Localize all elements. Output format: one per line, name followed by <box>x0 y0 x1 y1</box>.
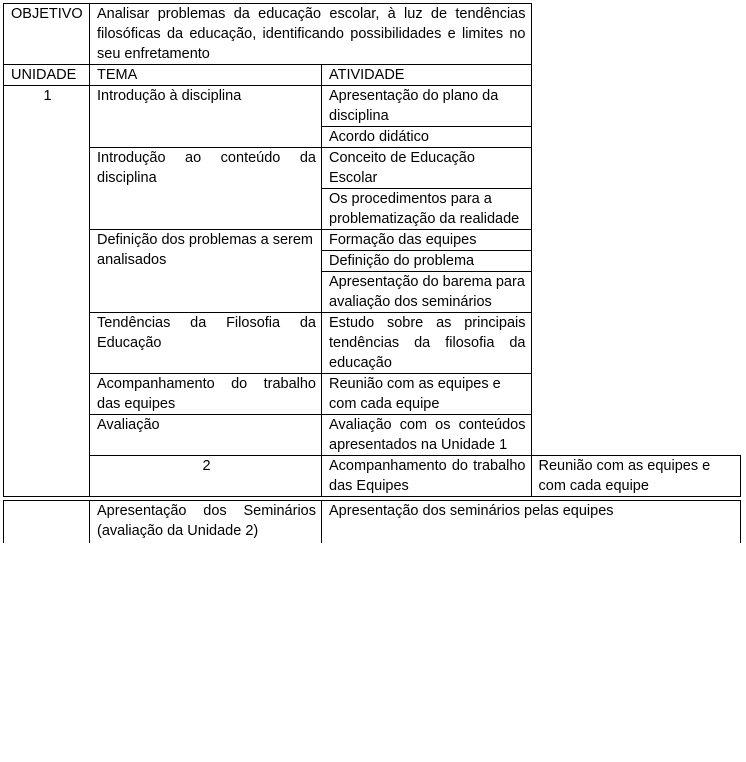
unit-cell-empty <box>4 501 90 544</box>
unit-number: 2 <box>90 456 322 497</box>
theme-cell: Introdução à disciplina <box>90 86 322 148</box>
header-theme: TEMA <box>90 65 322 86</box>
objective-text: Analisar problemas da educação escolar, à luz de tendências filosóficas da educação, identificando possibilidades e limites no seu enfretamento <box>90 4 532 65</box>
activity-cell: Apresentação do barema para avaliação dos seminários <box>322 272 532 313</box>
activity-cell: Acordo didático <box>322 127 532 148</box>
activity-cell: Formação das equipes <box>322 230 532 251</box>
activity-cell: Reunião com as equipes e com cada equipe <box>322 374 532 415</box>
table-row <box>4 148 741 189</box>
theme-cell: Introdução ao conteúdo da disciplina <box>90 148 322 230</box>
header-row <box>4 65 741 86</box>
theme-cell: Acompanhamento do trabalho das equipes <box>90 374 322 415</box>
table-row <box>4 501 741 544</box>
objective-row <box>4 4 741 65</box>
activity-cell: Definição do problema <box>322 251 532 272</box>
activity-cell: Conceito de Educação Escolar <box>322 148 532 189</box>
course-plan-table-continued <box>3 500 741 543</box>
table-row <box>4 456 741 497</box>
activity-cell: Apresentação do plano da disciplina <box>322 86 532 127</box>
table-row <box>4 230 741 251</box>
table-row <box>4 374 741 415</box>
theme-cell: Avaliação <box>90 415 322 456</box>
table-row <box>4 415 741 456</box>
objective-label: OBJETIVO <box>4 4 90 65</box>
activity-cell: Os procedimentos para a problematização da realidade <box>322 189 532 230</box>
header-unit: UNIDADE <box>4 65 90 86</box>
table-row <box>4 86 741 127</box>
header-activity: ATIVIDADE <box>322 65 532 86</box>
table-row <box>4 313 741 374</box>
unit-number: 1 <box>4 86 90 497</box>
course-plan-table <box>3 3 741 497</box>
activity-cell: Apresentação dos seminários pelas equipes <box>322 501 741 544</box>
theme-cell: Apresentação dos Seminários (avaliação da Unidade 2) <box>90 501 322 544</box>
theme-cell: Definição dos problemas a serem analisados <box>90 230 322 313</box>
activity-cell: Avaliação com os conteúdos apresentados na Unidade 1 <box>322 415 532 456</box>
activity-cell: Estudo sobre as principais tendências da filosofia da educação <box>322 313 532 374</box>
activity-cell: Reunião com as equipes e com cada equipe <box>531 456 741 497</box>
theme-cell: Acompanhamento do trabalho das Equipes <box>322 456 532 497</box>
theme-cell: Tendências da Filosofia da Educação <box>90 313 322 374</box>
